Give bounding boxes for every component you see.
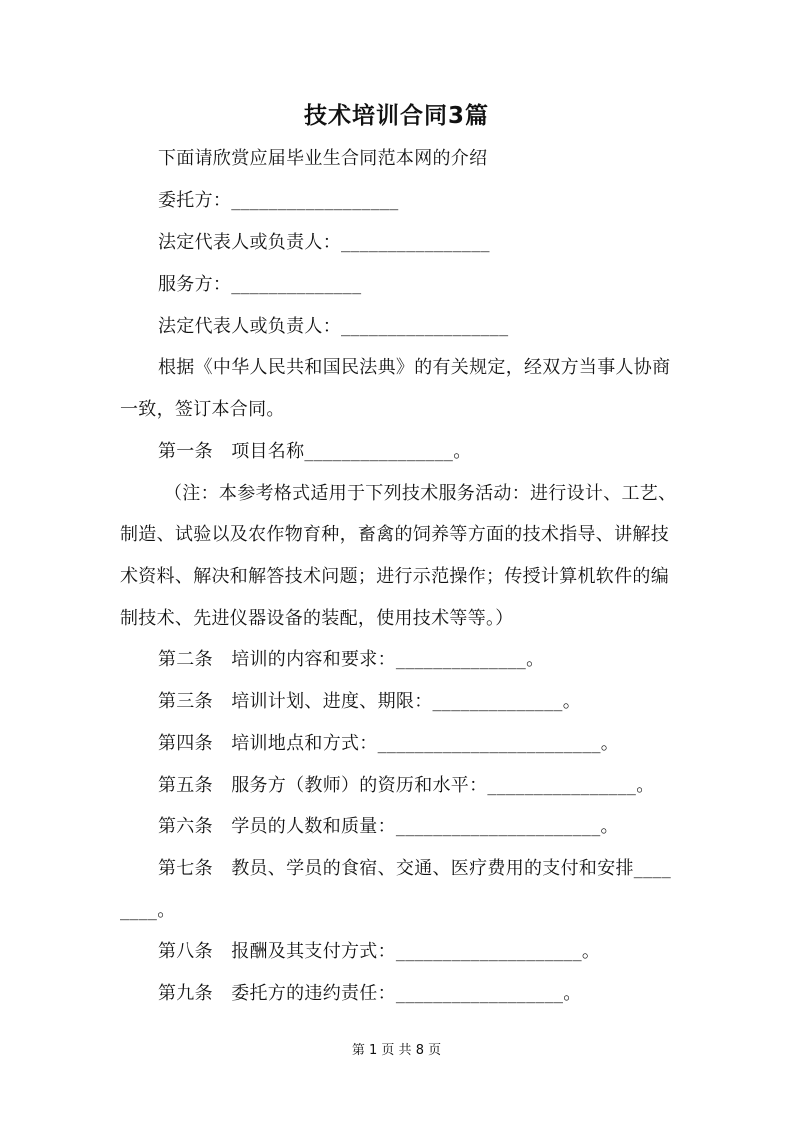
- provider-rep-line: 法定代表人或负责人：__________________: [158, 316, 509, 337]
- client-line: 委托方：__________________: [158, 190, 399, 211]
- preamble-line-2: 一致，签订本合同。: [120, 399, 285, 420]
- preamble-line-1: 根据《中华人民共和国民法典》的有关规定，经双方当事人协商: [158, 357, 671, 378]
- article-1-line: 第一条 项目名称________________。: [158, 441, 472, 462]
- page-number-footer: 第 1 页 共 8 页: [351, 1043, 442, 1058]
- article-3-line: 第三条 培训计划、进度、期限：______________。: [158, 691, 581, 712]
- intro-line: 下面请欣赏应届毕业生合同范本网的介绍: [158, 148, 488, 169]
- article-2-line: 第二条 培训的内容和要求：______________。: [158, 649, 545, 670]
- note-line-2: 制造、试验以及农作物育种，畜禽的饲养等方面的技术指导、讲解技: [120, 524, 669, 545]
- document-title: 技术培训合同3篇: [303, 103, 489, 129]
- provider-line: 服务方：______________: [158, 274, 362, 295]
- note-line-1: （注：本参考格式适用于下列技术服务活动：进行设计、工艺、: [164, 483, 677, 504]
- note-line-4: 制技术、先进仪器设备的装配，使用技术等等。）: [120, 608, 514, 629]
- article-6-line: 第六条 学员的人数和质量：______________________。: [158, 816, 619, 837]
- client-rep-line: 法定代表人或负责人：________________: [158, 232, 490, 253]
- article-4-line: 第四条 培训地点和方式：________________________。: [158, 733, 620, 754]
- article-8-line: 第八条 报酬及其支付方式：____________________。: [158, 941, 601, 962]
- article-9-line: 第九条 委托方的违约责任：__________________。: [158, 983, 582, 1004]
- note-line-3: 术资料、解决和解答技术问题；进行示范操作；传授计算机软件的编: [120, 566, 669, 587]
- article-5-line: 第五条 服务方（教师）的资历和水平：________________。: [158, 775, 655, 796]
- article-7-line-1: 第七条 教员、学员的食宿、交通、医疗费用的支付和安排____: [158, 858, 671, 879]
- article-7-line-2: ____。: [120, 900, 176, 921]
